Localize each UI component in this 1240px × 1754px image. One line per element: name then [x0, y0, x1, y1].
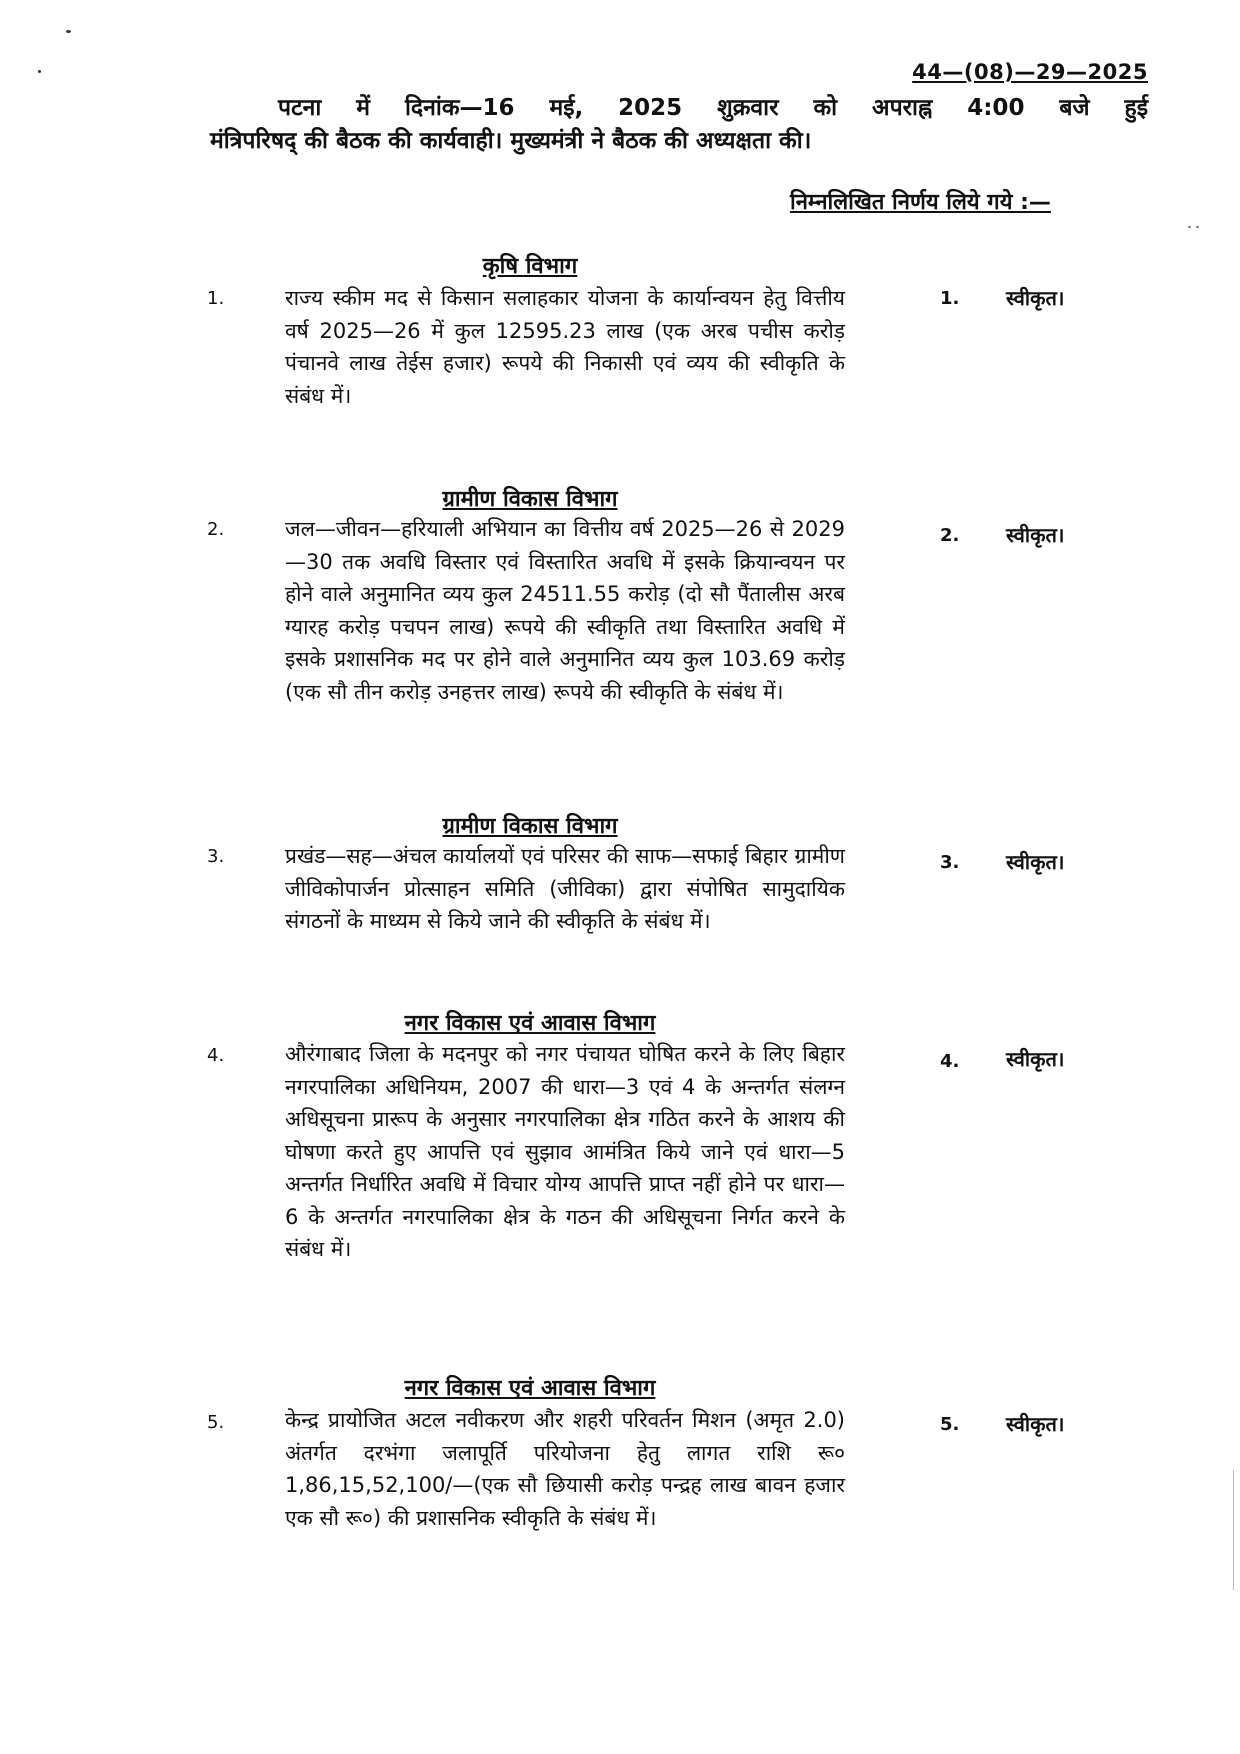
department-heading: नगर विकास एवं आवास विभाग: [404, 1376, 656, 1401]
status-approved: स्वीकृत।: [1006, 286, 1065, 310]
item-text: जल—जीवन—हरियाली अभियान का वित्तीय वर्ष 2025—26 से 2029—30 तक अवधि विस्तार एवं विस्तारित अवधि में इसके क्रियान्वयन पर होने वाले अनुमानित व्यय कुल 24511.55 करोड़ (दो सौ पैंतालीस अरब ग्यारह करोड़ पचपन लाख) रूपये की स्वीकृति तथा विस्तारित अवधि में इसके प्रशासनिक मद पर होने वाले अनुमानित व्यय कुल 103.69 करोड़ (एक सौ तीन करोड़ उनहत्तर लाख) रूपये की स्वीकृति के संबंध में।: [285, 517, 845, 704]
status-approved: स्वीकृत।: [1006, 850, 1065, 874]
item-number: 5.: [207, 1412, 225, 1433]
scan-speck: [1188, 226, 1191, 228]
department-heading: नगर विकास एवं आवास विभाग: [404, 1011, 656, 1036]
scan-speck: [38, 70, 41, 73]
item-number: 4.: [207, 1045, 225, 1066]
status-approved: स्वीकृत।: [1006, 1412, 1065, 1436]
item-number: 1.: [207, 288, 225, 309]
item-text: केन्द्र प्रायोजित अटल नवीकरण और शहरी परिवर्तन मिशन (अमृत 2.0) अंतर्गत दरभंगा जलापूर्ति परियोजना हेतु लागत राशि रू० 1,86,15,52,100/—(एक सौ छियासी करोड़ पन्द्रह लाख बावन हजार एक सौ रू०) की प्रशासनिक स्वीकृति के संबंध में।: [285, 1408, 845, 1530]
item-number: 2.: [207, 519, 225, 540]
result-number: 5.: [940, 1414, 960, 1435]
item-text: प्रखंड—सह—अंचल कार्यालयों एवं परिसर की साफ—सफाई बिहार ग्रामीण जीविकोपार्जन प्रोत्साहन समिति (जीविका) द्वारा संपोषित सामुदायिक संगठनों के माध्यम से किये जाने की स्वीकृति के संबंध में।: [285, 844, 845, 933]
scan-edge-line: [1233, 1470, 1234, 1590]
department-heading: ग्रामीण विकास विभाग: [442, 814, 618, 839]
status-approved: स्वीकृत।: [1006, 523, 1065, 547]
department-heading: कृषि विभाग: [482, 254, 578, 279]
result-number: 1.: [940, 288, 960, 309]
item-text: औरंगाबाद जिला के मदनपुर को नगर पंचायत घोषित करने के लिए बिहार नगरपालिका अधिनियम, 2007 की धारा—3 एवं 4 के अन्तर्गत संलग्न अधिसूचना प्रारूप के अनुसार नगरपालिका क्षेत्र गठित करने के आशय की घोषणा करते हुए आपत्ति एवं सुझाव आमंत्रित किये जाने एवं धारा—5 अन्तर्गत निर्धारित अवधि में विचार योग्य आपत्ति प्राप्त नहीं होने पर धारा—6 के अन्तर्गत नगरपालिका क्षेत्र के गठन की अधिसूचना निर्गत करने के संबंध में।: [285, 1042, 845, 1261]
result-number: 2.: [940, 525, 960, 546]
meeting-intro: [210, 92, 1148, 158]
department-heading: ग्रामीण विकास विभाग: [442, 487, 618, 512]
item-text: राज्य स्कीम मद से किसान सलाहकार योजना के कार्यान्वयन हेतु वित्तीय वर्ष 2025—26 में कुल 12595.23 लाख (एक अरब पचीस करोड़ पंचानवे लाख तेईस हजार) रूपये की निकासी एवं व्यय की स्वीकृति के संबंध में।: [285, 286, 845, 408]
scan-speck: [66, 30, 71, 33]
intro-line-1: पटना में दिनांक—16 मई, 2025 शुक्रवार को अपराह्न 4:00 बजे हुई: [278, 95, 1148, 121]
intro-line-2: मंत्रिपरिषद् की बैठक की कार्यवाही। मुख्यमंत्री ने बैठक की अध्यक्षता की।: [210, 128, 812, 154]
result-number: 4.: [940, 1051, 960, 1072]
reference-number: 44—(08)—29—2025: [912, 60, 1148, 84]
item-number: 3.: [207, 846, 225, 867]
result-number: 3.: [940, 852, 960, 873]
decisions-heading: निम्नलिखित निर्णय लिये गये :—: [790, 190, 1051, 215]
scan-speck: [1196, 226, 1199, 228]
status-approved: स्वीकृत।: [1006, 1047, 1065, 1071]
